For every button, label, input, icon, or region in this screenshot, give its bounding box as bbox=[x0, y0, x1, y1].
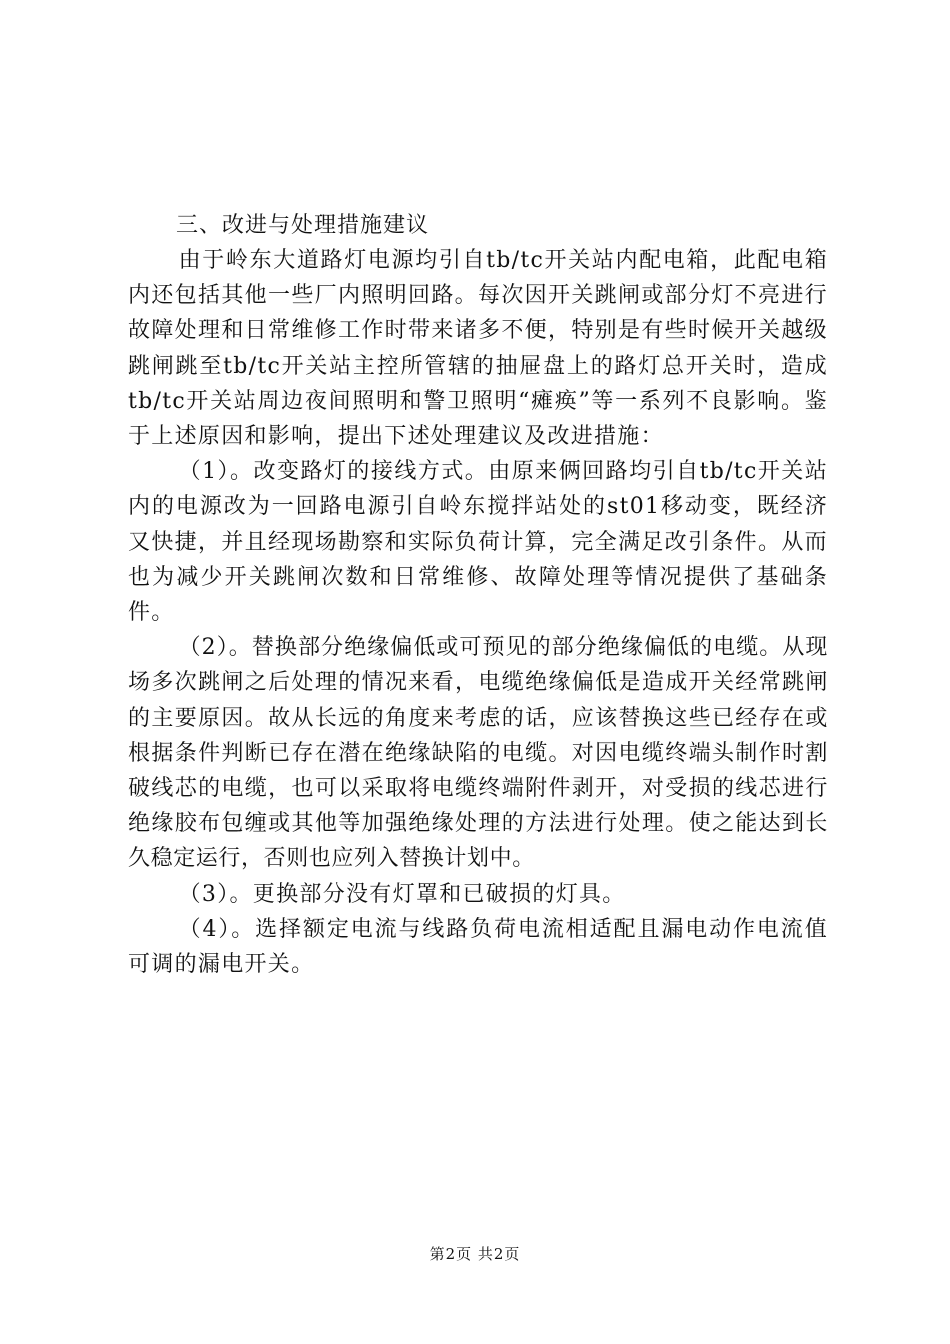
measure-1-paragraph: （1）。改变路灯的接线方式。由原来俩回路均引自tb/tc开关站内的电源改为一回路电源引自岭东搅拌站处的st01移动变，既经济又快捷，并且经现场勘察和实际负荷计算，完全满足改引条件。从而也为减少开关跳闸次数和日常维修、故障处理等情况提供了基础条件。 bbox=[128, 459, 828, 626]
measure-3-paragraph: （3）。更换部分没有灯罩和已破损的灯具。 bbox=[178, 881, 626, 907]
page-footer: 第2页 共2页 bbox=[429, 1245, 521, 1263]
document-body bbox=[128, 208, 828, 982]
section-heading: 三、改进与处理措施建议 bbox=[176, 213, 430, 238]
measure-2-paragraph: （2）。替换部分绝缘偏低或可预见的部分绝缘偏低的电缆。从现场多次跳闸之后处理的情况来看，电缆绝缘偏低是造成开关经常跳闸的主要原因。故从长远的角度来考虑的话，应该替换这些已经存在或根据条件判断已存在潜在绝缘缺陷的电缆。对因电缆终端头制作时割破线芯的电缆，也可以采取将电缆终端附件剥开，对受损的线芯进行绝缘胶布包缠或其他等加强绝缘处理的方法进行处理。使之能达到长久稳定运行，否则也应列入替换计划中。 bbox=[128, 635, 828, 872]
measure-4-paragraph: （4）。选择额定电流与线路负荷电流相适配且漏电动作电流值可调的漏电开关。 bbox=[128, 916, 828, 978]
intro-paragraph: 由于岭东大道路灯电源均引自tb/tc开关站内配电箱，此配电箱内还包括其他一些厂内照明回路。每次因开关跳闸或部分灯不亮进行故障处理和日常维修工作时带来诸多不便，特别是有些时候开关越级跳闸跳至tb/tc开关站主控所管辖的抽屉盘上的路灯总开关时，造成tb/tc开关站周边夜间照明和警卫照明“瘫痪”等一系列不良影响。鉴于上述原因和影响，提出下述处理建议及改进措施： bbox=[128, 248, 828, 450]
